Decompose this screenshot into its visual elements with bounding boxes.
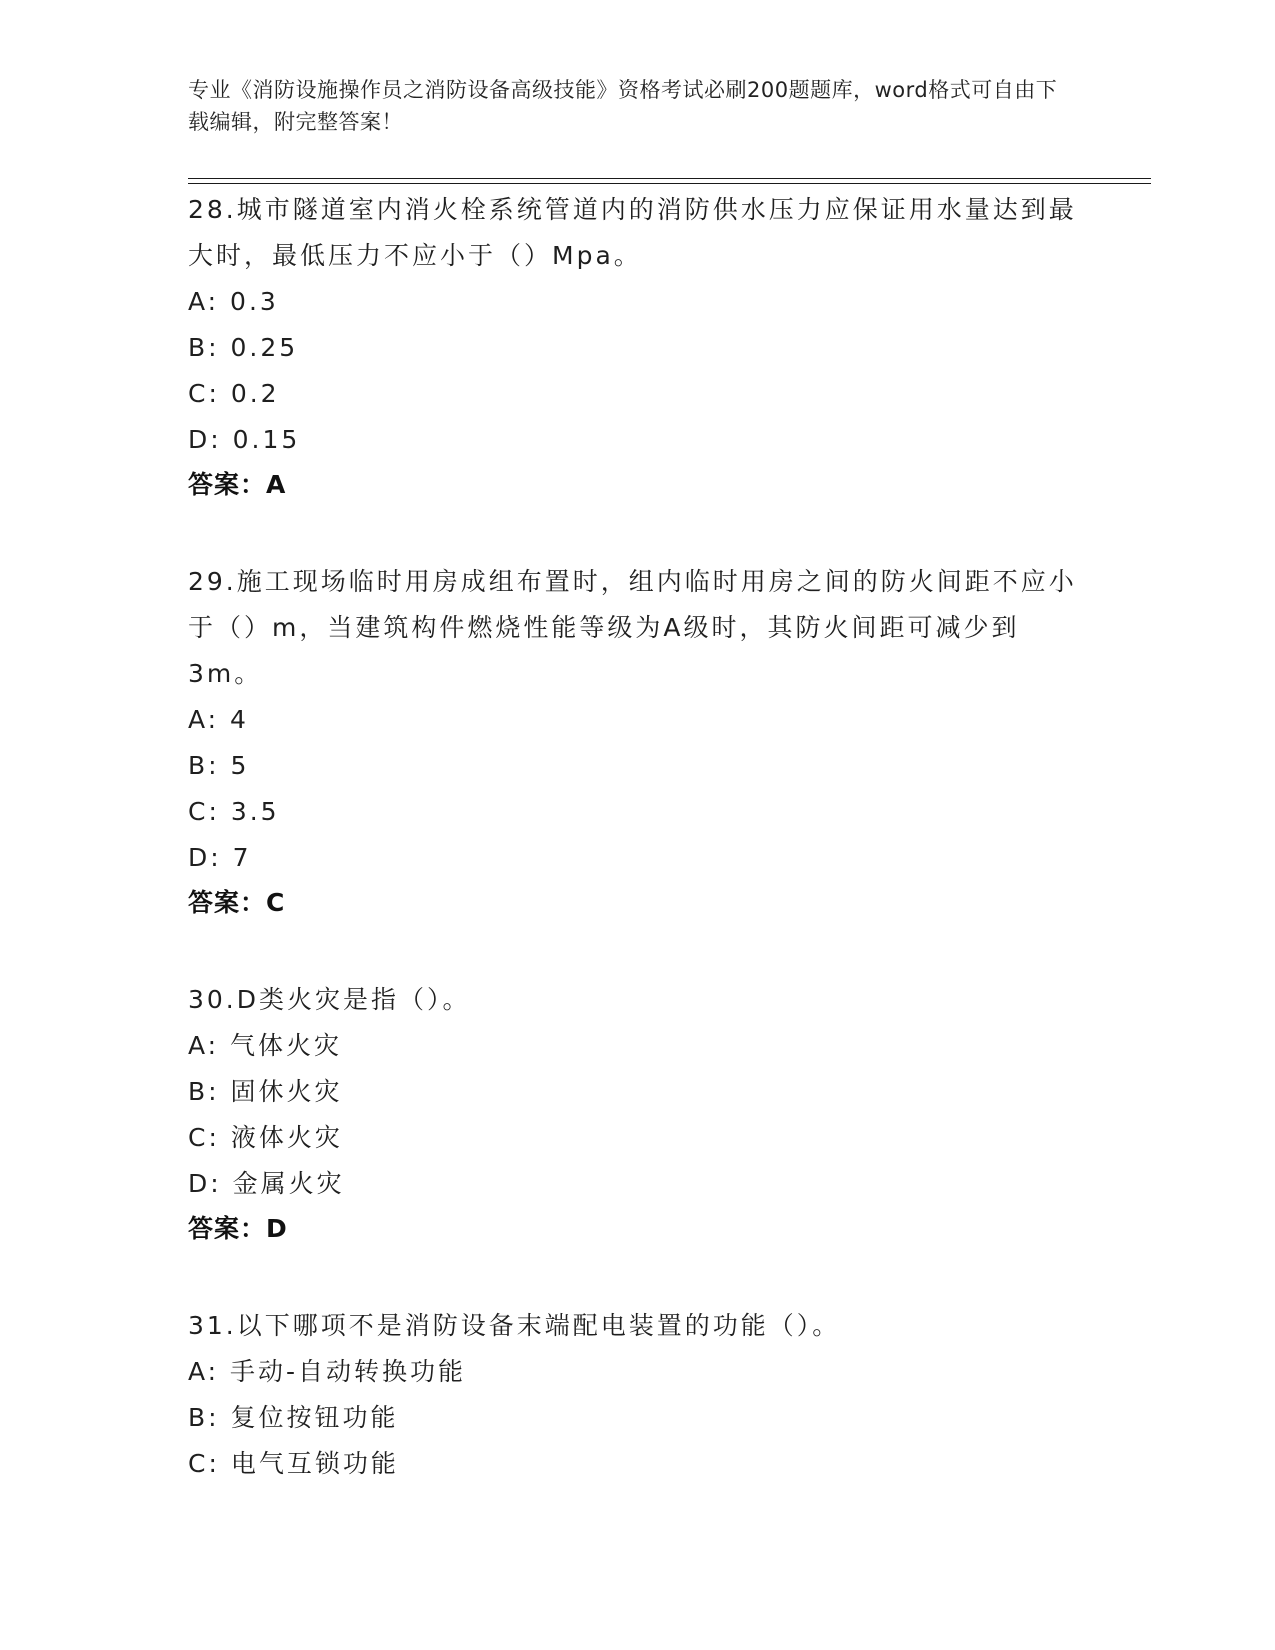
answer-line: 答案：C (188, 888, 286, 917)
answer-line: 答案：A (188, 470, 287, 499)
question-29 (188, 559, 1088, 925)
spacer (188, 507, 1088, 559)
option-b: B: 固休火灾 (188, 1077, 343, 1106)
question-stem: 29.施工现场临时用房成组布置时，组内临时用房之间的防火间距不应小于（）m，当建筑构件燃烧性能等级为A级时，其防火间距可减少到3m。 (188, 567, 1077, 688)
option-d: D: 7 (188, 843, 252, 872)
question-31 (188, 1303, 1088, 1487)
header-divider-top (188, 178, 1151, 179)
option-c: C: 0.2 (188, 379, 280, 408)
option-b: B: 0.25 (188, 333, 299, 362)
question-stem: 31.以下哪项不是消防设备末端配电装置的功能（）。 (188, 1311, 841, 1340)
question-stem: 28.城市隧道室内消火栓系统管道内的消防供水压力应保证用水量达到最大时，最低压力不应小于（）Mpa。 (188, 195, 1077, 270)
option-d: D: 金属火灾 (188, 1169, 345, 1198)
option-a: A: 气体火灾 (188, 1031, 343, 1060)
option-c: C: 3.5 (188, 797, 280, 826)
answer-line: 答案：D (188, 1214, 288, 1243)
option-a: A: 4 (188, 705, 249, 734)
option-a: A: 0.3 (188, 287, 279, 316)
option-b: B: 5 (188, 751, 250, 780)
question-28 (188, 187, 1088, 507)
question-stem: 30.D类火灾是指（）。 (188, 985, 471, 1014)
spacer (188, 925, 1088, 977)
document-header: 专业《消防设施操作员之消防设备高级技能》资格考试必刷200题题库，word格式可自由下载编辑，附完整答案！ (188, 78, 1058, 134)
option-c: C: 电气互锁功能 (188, 1449, 399, 1478)
spacer (188, 1251, 1088, 1303)
option-d: D: 0.15 (188, 425, 301, 454)
question-30 (188, 977, 1088, 1251)
question-list (188, 187, 1088, 1487)
option-c: C: 液体火灾 (188, 1123, 343, 1152)
header-divider-bottom (188, 183, 1151, 184)
option-b: B: 复位按钮功能 (188, 1403, 399, 1432)
option-a: A: 手动-自动转换功能 (188, 1357, 467, 1386)
